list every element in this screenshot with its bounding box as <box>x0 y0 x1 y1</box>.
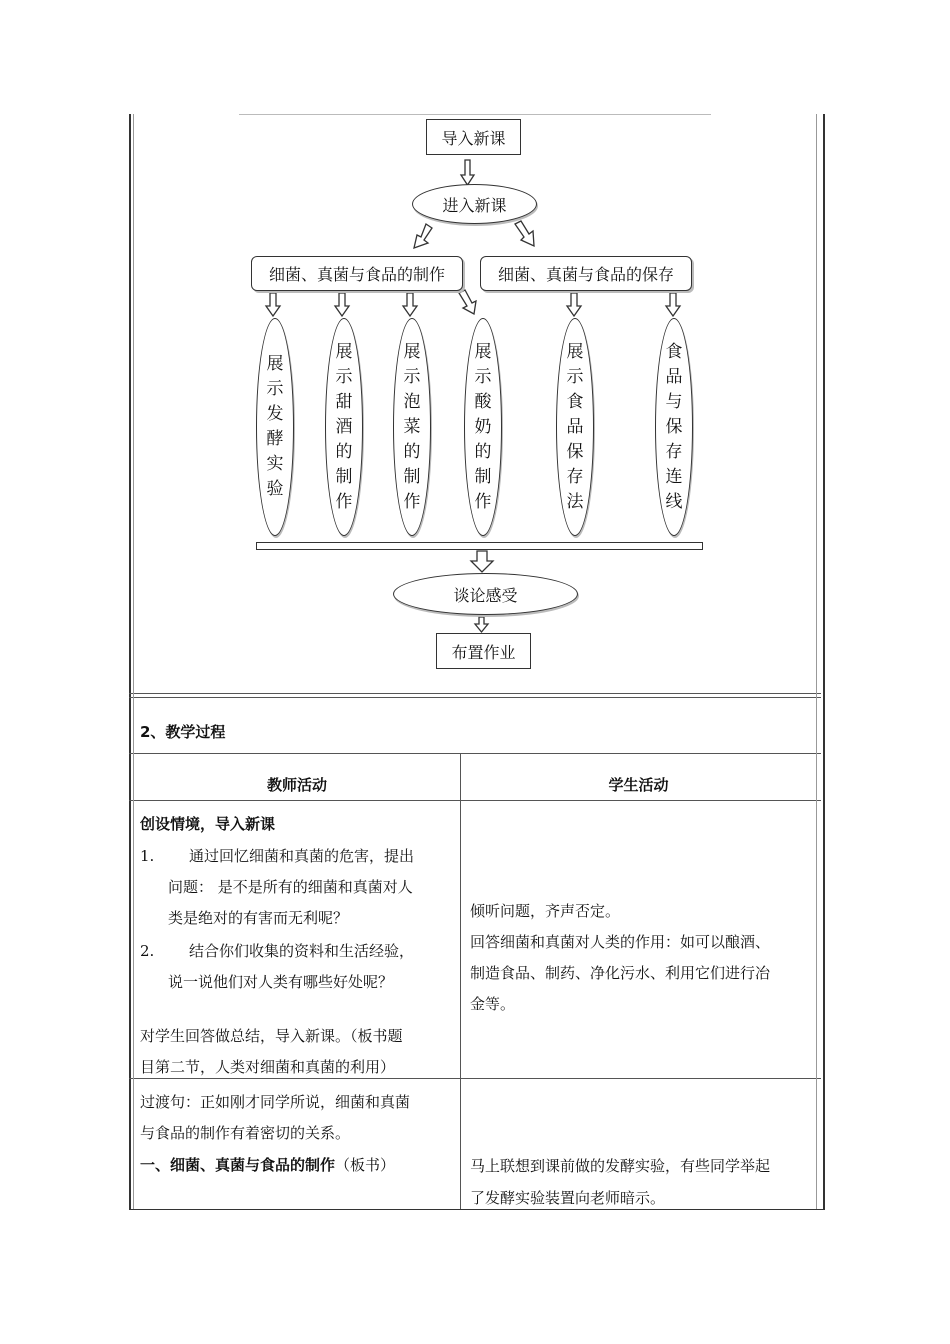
column-divider <box>460 753 461 1209</box>
row1-item1-line2: 问题： 是不是所有的细菌和真菌对人 <box>168 878 413 896</box>
flow-pill-preservation: 展 示 食 品 保 存 法 <box>556 318 594 536</box>
row1-item2-line1: 结合你们收集的资料和生活经验， <box>189 942 415 960</box>
flow-branch-left: 细菌、真菌与食品的制作 <box>251 256 463 291</box>
row2-line1: 过渡句：正如刚才同学所说，细菌和真菌 <box>140 1093 411 1111</box>
row-divider-header <box>129 800 821 801</box>
row1-item2-line2: 说一说他们对人类有哪些好处呢？ <box>168 973 394 991</box>
row1-item2-number: 2. <box>140 942 155 960</box>
flow-pill-yogurt: 展 示 酸 奶 的 制 作 <box>464 318 502 536</box>
row2-student-line1: 马上联想到课前做的发酵实验，有些同学举起 <box>470 1157 771 1175</box>
row2-heading: 一、细菌、真菌与食品的制作 <box>140 1156 336 1174</box>
flow-merge-bar <box>256 542 703 550</box>
row1-student-line1: 倾听问题，齐声否定。 <box>470 902 621 920</box>
row1-summary-line2: 目第二节，人类对细菌和真菌的利用） <box>140 1058 396 1076</box>
flow-pill-sweet-wine: 展 示 甜 酒 的 制 作 <box>325 318 363 536</box>
flow-enter-oval: 进入新课 <box>412 184 537 224</box>
flow-start-box: 导入新课 <box>426 119 521 155</box>
flow-homework-box: 布置作业 <box>436 633 531 669</box>
col-header-student: 学生活动 <box>608 776 669 794</box>
row1-item1-number: 1. <box>140 847 155 865</box>
flow-pill-matching: 食 品 与 保 存 连 线 <box>655 318 693 536</box>
flow-pill-fermentation: 展 示 发 酵 实 验 <box>256 318 294 536</box>
row2-heading-note: （板书） <box>335 1156 396 1174</box>
row1-item1-line3: 类是绝对的有害而无利呢？ <box>168 909 349 927</box>
row1-summary-line1: 对学生回答做总结，导入新课。（板书题 <box>140 1027 403 1045</box>
flow-branch-right: 细菌、真菌与食品的保存 <box>480 256 692 291</box>
row2-student-line2: 了发酵实验装置向老师暗示。 <box>470 1189 666 1207</box>
flow-discuss-oval: 谈论感受 <box>393 573 578 615</box>
row2-line2: 与食品的制作有着密切的关系。 <box>140 1124 351 1142</box>
row2-heading-wrap <box>140 1150 395 1181</box>
row1-student-line2: 回答细菌和真菌对人类的作用：如可以酿酒、 <box>470 933 771 951</box>
row1-student-line3: 制造食品、制药、净化污水、利用它们进行冶 <box>470 964 771 982</box>
row1-student-line4: 金等。 <box>470 995 516 1013</box>
row1-heading: 创设情境，导入新课 <box>140 815 276 833</box>
col-header-teacher: 教师活动 <box>266 776 327 794</box>
row1-item1-line1: 通过回忆细菌和真菌的危害，提出 <box>189 847 415 865</box>
flow-pill-pickles: 展 示 泡 菜 的 制 作 <box>393 318 431 536</box>
row-divider-section <box>129 753 821 754</box>
section-title: 2、教学过程 <box>140 723 226 741</box>
